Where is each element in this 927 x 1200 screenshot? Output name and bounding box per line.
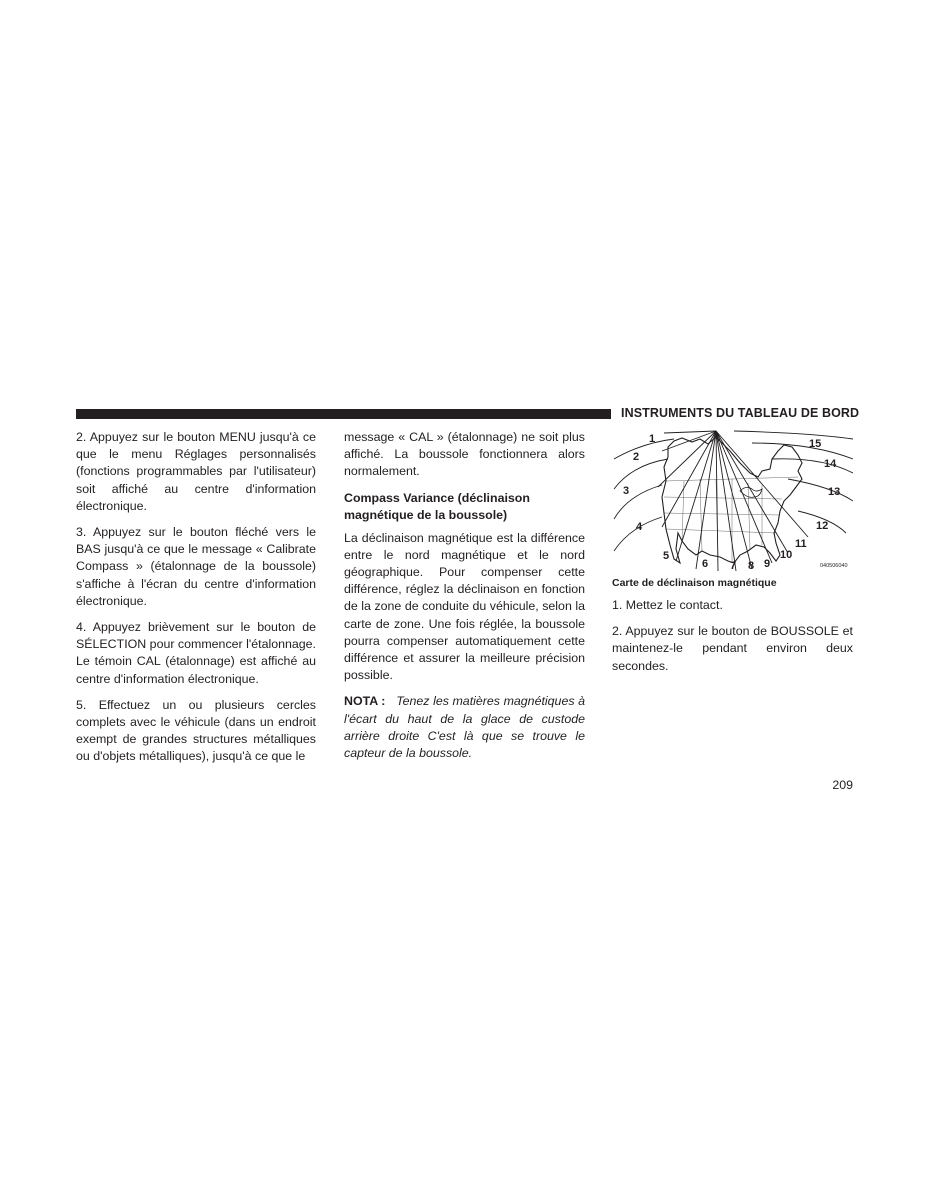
step-2b-paragraph: 2. Appuyez sur le bouton de BOUSSOLE et maintenez-le pendant environ deux secondes. xyxy=(612,624,853,673)
map-caption: Carte de déclinaison magnétique xyxy=(612,577,777,589)
step-3-paragraph: 3. Appuyez sur le bouton fléché vers le BAS jusqu'à ce que le message « Calibrate Compass » (étalonnage de la boussole) s'affiche à l'écran du centre d'information électronique. xyxy=(76,525,316,608)
page-number: 209 xyxy=(832,778,853,792)
step-1-paragraph: 1. Mettez le contact. xyxy=(612,598,723,612)
step-4-paragraph: 4. Appuyez brièvement sur le bouton de SÉLECTION pour commencer l'étalonnage. Le témoin CAL (étalonnage) est affiché au centre d'information électronique. xyxy=(76,620,316,686)
zone-label-7: 7 xyxy=(730,560,737,572)
zone-label-15: 15 xyxy=(809,438,822,450)
zone-label-13: 13 xyxy=(828,486,841,498)
zone-label-11: 11 xyxy=(795,538,807,550)
zone-label-1: 1 xyxy=(649,433,656,445)
zone-label-6: 6 xyxy=(702,558,709,570)
zone-label-5: 5 xyxy=(663,550,670,562)
column-3 xyxy=(612,429,853,684)
note-label: NOTA : xyxy=(344,694,386,709)
continuation-paragraph: message « CAL » (étalonnage) ne soit plus affiché. La boussole fonctionnera alors normalement. xyxy=(344,430,585,479)
note-paragraph xyxy=(344,693,585,762)
zone-label-8: 8 xyxy=(748,560,755,572)
step-5-paragraph: 5. Effectuez un ou plusieurs cercles complets avec le véhicule (dans un endroit exempt de grandes structures métalliques ou d'objets métalliques), jusqu'à ce que le xyxy=(76,697,316,764)
declination-map xyxy=(612,429,853,577)
figure-code: 040506040 xyxy=(820,563,848,569)
zone-label-4: 4 xyxy=(636,521,643,533)
column-1 xyxy=(76,429,316,775)
zone-label-2: 2 xyxy=(633,451,640,463)
zone-label-12: 12 xyxy=(816,520,829,532)
header-rule xyxy=(76,409,611,419)
zone-label-3: 3 xyxy=(623,485,630,497)
note-text: Tenez les matières magnétiques à l'écart du haut de la glace de custode arrière droite C'est là que se trouve le capteur de la boussole. xyxy=(344,694,586,761)
zone-label-14: 14 xyxy=(824,458,837,470)
zone-label-10: 10 xyxy=(780,549,793,561)
zone-label-9: 9 xyxy=(764,558,771,570)
step-2-paragraph: 2. Appuyez sur le bouton MENU jusqu'à ce que le menu Réglages personnalisés (fonctions programmables par l'utilisateur) soit affiché au centre d'information électronique. xyxy=(76,430,316,513)
compass-variance-heading: Compass Variance (déclinaison magnétique de la boussole) xyxy=(344,490,530,522)
variance-body-paragraph: La déclinaison magnétique est la différence entre le nord magnétique et le nord géographique. Pour compenser cette différence, réglez la déclinaison en fonction de la zone de conduite du véhicule, selon la carte de zone. Une fois réglée, la boussole pourra compenser automatiquement cette différence et assurer la meilleure précision possible. xyxy=(344,530,585,683)
column-2 xyxy=(344,429,585,771)
section-title: INSTRUMENTS DU TABLEAU DE BORD xyxy=(621,406,860,420)
